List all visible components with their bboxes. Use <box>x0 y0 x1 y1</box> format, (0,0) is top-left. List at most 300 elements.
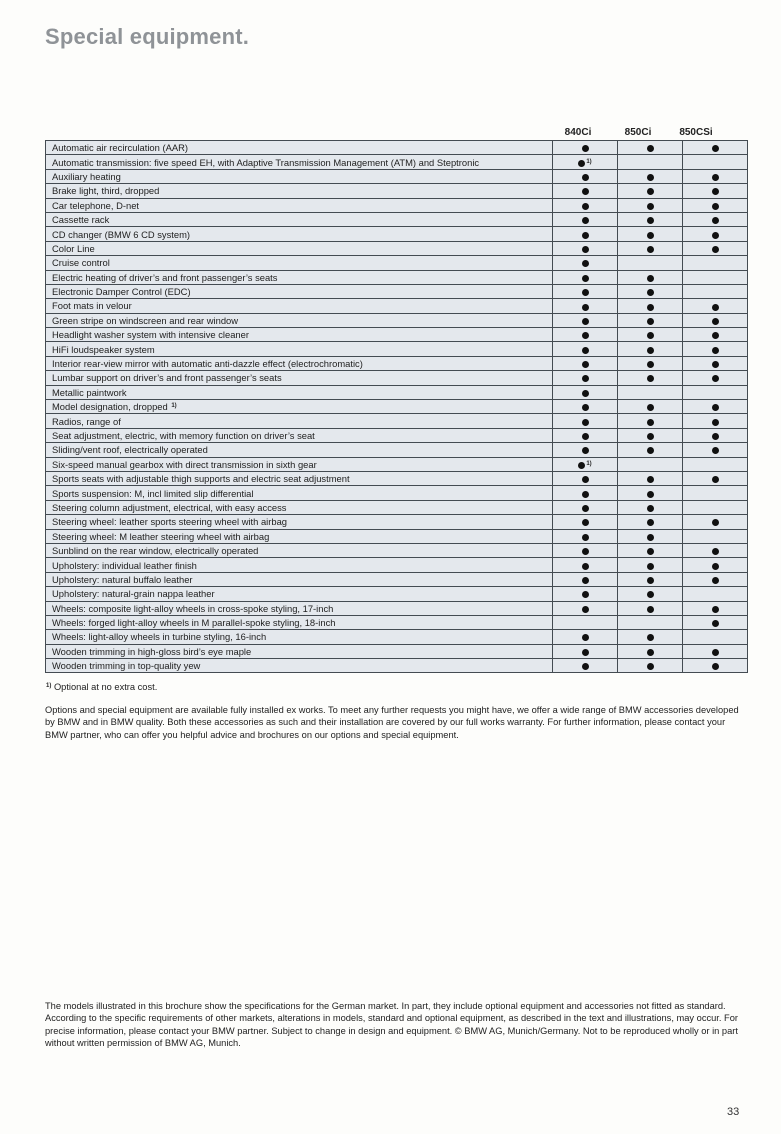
availability-cell-840ci <box>553 400 618 414</box>
availability-cell-850csi <box>683 529 748 543</box>
column-header-850csi: 850CSi <box>679 127 713 138</box>
availability-dot-icon <box>647 548 654 555</box>
availability-cell-840ci <box>553 328 618 342</box>
equipment-name <box>46 400 553 414</box>
table-row <box>46 529 748 543</box>
availability-dot-icon <box>647 634 654 641</box>
availability-cell-840ci <box>553 529 618 543</box>
table-row <box>46 155 748 169</box>
availability-dot-icon <box>582 217 589 224</box>
availability-dot-icon <box>712 246 719 253</box>
availability-dot-icon <box>647 246 654 253</box>
availability-cell-840ci <box>553 543 618 557</box>
availability-dot-icon <box>647 375 654 382</box>
availability-dot-icon <box>582 563 589 570</box>
availability-dot-icon <box>712 447 719 454</box>
availability-cell-840ci <box>553 385 618 399</box>
availability-dot-icon <box>582 145 589 152</box>
availability-dot-icon <box>647 188 654 195</box>
availability-cell-850csi <box>683 558 748 572</box>
availability-cell-840ci <box>553 486 618 500</box>
availability-dot-icon <box>647 491 654 498</box>
availability-cell-850csi <box>683 198 748 212</box>
table-row <box>46 328 748 342</box>
availability-cell-850ci <box>618 169 683 183</box>
equipment-name <box>46 356 553 370</box>
availability-cell-850csi <box>683 659 748 673</box>
availability-dot-icon <box>582 332 589 339</box>
availability-cell-850csi <box>683 328 748 342</box>
availability-cell-840ci <box>553 270 618 284</box>
availability-cell-850csi <box>683 371 748 385</box>
column-headers <box>548 127 743 141</box>
availability-cell-850ci <box>618 155 683 169</box>
availability-cell-840ci <box>553 169 618 183</box>
equipment-label: Foot mats in velour <box>52 300 132 312</box>
table-row <box>46 471 748 485</box>
availability-cell-850ci <box>618 342 683 356</box>
page-number: 33 <box>727 1106 740 1118</box>
availability-dot-icon <box>582 375 589 382</box>
table-row <box>46 400 748 414</box>
availability-cell-840ci <box>553 284 618 298</box>
availability-cell-840ci <box>553 471 618 485</box>
availability-cell-850ci <box>618 284 683 298</box>
availability-dot-icon <box>712 332 719 339</box>
availability-cell-850csi <box>683 241 748 255</box>
availability-dot-icon <box>712 347 719 354</box>
equipment-label: Upholstery: individual leather finish <box>52 559 197 571</box>
availability-dot-icon <box>582 390 589 397</box>
table-row <box>46 198 748 212</box>
table-row <box>46 558 748 572</box>
availability-dot-icon <box>582 361 589 368</box>
equipment-label: Headlight washer system with intensive cleaner <box>52 329 249 341</box>
availability-dot-icon <box>582 260 589 267</box>
availability-dot-icon <box>582 419 589 426</box>
equipment-label: Brake light, third, dropped <box>52 185 160 197</box>
footnote-ref: 1) <box>171 403 177 410</box>
table-row <box>46 371 748 385</box>
column-header-850ci: 850Ci <box>624 127 652 138</box>
equipment-name <box>46 198 553 212</box>
availability-cell-850ci <box>618 371 683 385</box>
availability-cell-840ci <box>553 601 618 615</box>
availability-dot-icon <box>647 606 654 613</box>
equipment-name <box>46 141 553 155</box>
availability-cell-850csi <box>683 572 748 586</box>
availability-dot-icon <box>712 203 719 210</box>
table-row <box>46 630 748 644</box>
availability-cell-850ci <box>618 313 683 327</box>
equipment-label: Wheels: light-alloy wheels in turbine styling, 16-inch <box>52 631 267 643</box>
availability-dot-icon <box>582 347 589 354</box>
availability-cell-850csi <box>683 471 748 485</box>
availability-cell-840ci <box>553 241 618 255</box>
page-title: Special equipment. <box>45 24 250 49</box>
availability-dot-icon <box>578 462 585 469</box>
availability-cell-850csi <box>683 342 748 356</box>
availability-dot-icon <box>712 419 719 426</box>
availability-cell-840ci <box>553 356 618 370</box>
availability-cell-850ci <box>618 572 683 586</box>
legal-notice: The models illustrated in this brochure show the specifications for the German market. In part, they include optional equipment and accessories not fitted as standard. According to the specific requirements of other markets, alterations in models, standard and optional equipment, as described in the text and illustrations, may occur. For precise information, please contact your BMW partner. Subject to change in design and equipment. © BMW AG, Munich/Germany. Not to be reproduced wholly or in part without written permission of BMW AG, Munich. <box>45 1001 738 1048</box>
availability-cell-850ci <box>618 385 683 399</box>
availability-dot-icon <box>582 534 589 541</box>
availability-dot-icon <box>582 188 589 195</box>
table-row <box>46 184 748 198</box>
availability-cell-850ci <box>618 471 683 485</box>
availability-dot-icon <box>712 361 719 368</box>
availability-cell-840ci <box>553 342 618 356</box>
availability-cell-850csi <box>683 400 748 414</box>
availability-dot-icon <box>582 476 589 483</box>
table-row <box>46 270 748 284</box>
availability-cell-850csi <box>683 299 748 313</box>
equipment-name <box>46 155 553 169</box>
equipment-name <box>46 601 553 615</box>
equipment-name <box>46 256 553 270</box>
equipment-label: Wheels: forged light-alloy wheels in M parallel-spoke styling, 18-inch <box>52 617 336 629</box>
availability-dot-icon <box>647 433 654 440</box>
equipment-label: Cruise control <box>52 257 110 269</box>
equipment-name <box>46 500 553 514</box>
equipment-name <box>46 313 553 327</box>
equipment-label: Metallic paintwork <box>52 386 127 398</box>
equipment-label: Cassette rack <box>52 214 110 226</box>
availability-cell-850csi <box>683 443 748 457</box>
availability-cell-840ci <box>553 212 618 226</box>
equipment-name <box>46 515 553 529</box>
equipment-name <box>46 659 553 673</box>
table-row <box>46 385 748 399</box>
availability-cell-850csi <box>683 270 748 284</box>
table-row <box>46 313 748 327</box>
availability-dot-icon <box>712 217 719 224</box>
availability-cell-840ci <box>553 659 618 673</box>
equipment-name <box>46 457 553 471</box>
availability-cell-850ci <box>618 184 683 198</box>
equipment-name <box>46 428 553 442</box>
availability-cell-850ci <box>618 601 683 615</box>
availability-cell-850csi <box>683 428 748 442</box>
availability-dot-icon <box>582 577 589 584</box>
availability-dot-icon <box>582 505 589 512</box>
availability-dot-icon <box>647 145 654 152</box>
availability-cell-850ci <box>618 400 683 414</box>
equipment-label: Green stripe on windscreen and rear window <box>52 314 239 326</box>
availability-dot-icon <box>582 519 589 526</box>
availability-cell-850ci <box>618 241 683 255</box>
availability-dot-icon <box>647 649 654 656</box>
availability-cell-840ci <box>553 572 618 586</box>
availability-dot-icon <box>647 174 654 181</box>
table-row <box>46 659 748 673</box>
availability-cell-850ci <box>618 457 683 471</box>
availability-dot-icon <box>582 304 589 311</box>
equipment-name <box>46 486 553 500</box>
table-row <box>46 356 748 370</box>
availability-dot-icon <box>647 304 654 311</box>
availability-cell-850ci <box>618 615 683 629</box>
availability-cell-850csi <box>683 356 748 370</box>
availability-cell-840ci <box>553 313 618 327</box>
availability-cell-850ci <box>618 659 683 673</box>
table-row <box>46 169 748 183</box>
availability-dot-icon <box>647 563 654 570</box>
availability-dot-icon <box>582 649 589 656</box>
availability-cell-840ci <box>553 515 618 529</box>
availability-dot-icon <box>647 232 654 239</box>
availability-dot-icon <box>647 591 654 598</box>
table-row <box>46 500 748 514</box>
availability-dot-icon <box>647 318 654 325</box>
equipment-name <box>46 227 553 241</box>
equipment-name <box>46 587 553 601</box>
table-row <box>46 615 748 629</box>
equipment-label: HiFi loudspeaker system <box>52 343 155 355</box>
equipment-label: CD changer (BMW 6 CD system) <box>52 228 191 240</box>
availability-cell-850ci <box>618 500 683 514</box>
availability-cell-840ci <box>553 443 618 457</box>
table-row <box>46 342 748 356</box>
availability-dot-icon <box>712 548 719 555</box>
availability-cell-850csi <box>683 155 748 169</box>
availability-dot-icon <box>712 519 719 526</box>
equipment-label: Wooden trimming in top-quality yew <box>52 660 201 672</box>
table-row <box>46 414 748 428</box>
availability-cell-850csi <box>683 141 748 155</box>
availability-cell-840ci <box>553 644 618 658</box>
availability-dot-icon <box>647 476 654 483</box>
availability-cell-850ci <box>618 227 683 241</box>
availability-cell-850csi <box>683 515 748 529</box>
availability-dot-icon <box>582 289 589 296</box>
availability-dot-icon <box>712 663 719 670</box>
table-row <box>46 141 748 155</box>
table-row <box>46 587 748 601</box>
availability-cell-850ci <box>618 212 683 226</box>
availability-dot-icon <box>712 174 719 181</box>
equipment-label: Sports suspension: M, incl limited slip differential <box>52 487 254 499</box>
availability-cell-850ci <box>618 630 683 644</box>
availability-cell-840ci <box>553 428 618 442</box>
availability-cell-840ci <box>553 457 618 471</box>
table-row <box>46 241 748 255</box>
footnote-marker: 1) <box>46 683 52 689</box>
availability-cell-850csi <box>683 601 748 615</box>
availability-cell-840ci <box>553 587 618 601</box>
availability-dot-icon <box>647 505 654 512</box>
availability-dot-icon <box>647 419 654 426</box>
availability-dot-icon <box>582 663 589 670</box>
availability-cell-850ci <box>618 198 683 212</box>
equipment-label: Lumbar support on driver’s and front passenger’s seats <box>52 372 282 384</box>
availability-dot-icon <box>582 203 589 210</box>
equipment-label: Electric heating of driver’s and front passenger’s seats <box>52 271 278 283</box>
availability-cell-850csi <box>683 256 748 270</box>
equipment-name <box>46 184 553 198</box>
availability-cell-850csi <box>683 385 748 399</box>
table-row <box>46 543 748 557</box>
footnote-ref: 1) <box>586 158 592 165</box>
equipment-label: Seat adjustment, electric, with memory function on driver’s seat <box>52 430 315 441</box>
availability-cell-850ci <box>618 529 683 543</box>
equipment-label: Model designation, dropped <box>52 401 168 413</box>
availability-dot-icon <box>582 174 589 181</box>
table-row <box>46 601 748 615</box>
availability-cell-840ci <box>553 155 618 169</box>
availability-dot-icon <box>647 217 654 224</box>
table-row <box>46 457 748 471</box>
equipment-label: Wooden trimming in high-gloss bird’s eye maple <box>52 645 252 657</box>
availability-dot-icon <box>647 347 654 354</box>
equipment-name <box>46 328 553 342</box>
availability-cell-850csi <box>683 587 748 601</box>
availability-cell-850ci <box>618 644 683 658</box>
availability-dot-icon <box>712 649 719 656</box>
column-header-840ci: 840Ci <box>564 127 592 138</box>
equipment-label: Sports seats with adjustable thigh supports and electric seat adjustment <box>52 473 350 485</box>
equipment-label: Wheels: composite light-alloy wheels in cross-spoke styling, 17-inch <box>52 602 334 614</box>
availability-cell-840ci <box>553 615 618 629</box>
equipment-label: Upholstery: natural buffalo leather <box>52 573 193 585</box>
availability-dot-icon <box>647 534 654 541</box>
availability-dot-icon <box>582 606 589 613</box>
availability-dot-icon <box>712 304 719 311</box>
availability-dot-icon <box>647 332 654 339</box>
availability-dot-icon <box>712 318 719 325</box>
availability-dot-icon <box>582 491 589 498</box>
availability-dot-icon <box>647 275 654 282</box>
equipment-label: Steering column adjustment, electrical, with easy access <box>52 501 287 513</box>
availability-cell-840ci <box>553 198 618 212</box>
availability-cell-850ci <box>618 515 683 529</box>
availability-dot-icon <box>712 188 719 195</box>
availability-dot-icon <box>647 203 654 210</box>
availability-cell-850csi <box>683 615 748 629</box>
availability-dot-icon <box>582 447 589 454</box>
table-row <box>46 212 748 226</box>
availability-cell-840ci <box>553 227 618 241</box>
availability-cell-840ci <box>553 256 618 270</box>
availability-cell-850csi <box>683 414 748 428</box>
availability-dot-icon <box>712 476 719 483</box>
footnote <box>45 682 157 692</box>
equipment-label: Interior rear-view mirror with automatic anti-dazzle effect (electrochromatic) <box>52 358 363 370</box>
availability-dot-icon <box>712 404 719 411</box>
availability-dot-icon <box>647 577 654 584</box>
equipment-label: Electronic Damper Control (EDC) <box>52 286 191 298</box>
availability-cell-850ci <box>618 587 683 601</box>
availability-cell-850csi <box>683 457 748 471</box>
availability-cell-850ci <box>618 141 683 155</box>
availability-dot-icon <box>582 548 589 555</box>
availability-dot-icon <box>582 433 589 440</box>
availability-cell-850ci <box>618 443 683 457</box>
table-row <box>46 443 748 457</box>
availability-dot-icon <box>582 246 589 253</box>
equipment-label: Radios, range of <box>52 415 121 427</box>
availability-cell-850ci <box>618 299 683 313</box>
equipment-name <box>46 385 553 399</box>
availability-cell-850ci <box>618 414 683 428</box>
availability-dot-icon <box>712 606 719 613</box>
equipment-name <box>46 572 553 586</box>
availability-dot-icon <box>582 232 589 239</box>
equipment-name <box>46 443 553 457</box>
equipment-name <box>46 212 553 226</box>
equipment-name <box>46 644 553 658</box>
availability-cell-840ci <box>553 371 618 385</box>
table-row <box>46 572 748 586</box>
table-row <box>46 284 748 298</box>
availability-cell-840ci <box>553 141 618 155</box>
availability-cell-850ci <box>618 428 683 442</box>
availability-dot-icon <box>582 318 589 325</box>
equipment-name <box>46 270 553 284</box>
footnote-text: Optional at no extra cost. <box>53 682 158 692</box>
equipment-name <box>46 284 553 298</box>
availability-dot-icon <box>582 404 589 411</box>
equipment-name <box>46 169 553 183</box>
availability-cell-840ci <box>553 500 618 514</box>
availability-cell-850csi <box>683 227 748 241</box>
availability-dot-icon <box>712 620 719 627</box>
availability-cell-840ci <box>553 558 618 572</box>
availability-cell-850csi <box>683 169 748 183</box>
table-row <box>46 486 748 500</box>
equipment-name <box>46 342 553 356</box>
table-row <box>46 515 748 529</box>
availability-cell-850csi <box>683 486 748 500</box>
equipment-label: Car telephone, D-net <box>52 199 140 211</box>
equipment-name <box>46 615 553 629</box>
availability-cell-840ci <box>553 184 618 198</box>
equipment-label: Sliding/vent roof, electrically operated <box>52 444 208 456</box>
availability-dot-icon <box>712 232 719 239</box>
equipment-table <box>45 140 748 673</box>
equipment-name <box>46 529 553 543</box>
equipment-label: Six-speed manual gearbox with direct transmission in sixth gear <box>52 458 317 470</box>
footnote-ref: 1) <box>586 460 592 467</box>
table-row <box>46 299 748 313</box>
availability-cell-850csi <box>683 644 748 658</box>
availability-cell-850ci <box>618 558 683 572</box>
availability-cell-850csi <box>683 630 748 644</box>
equipment-label: Upholstery: natural-grain nappa leather <box>52 588 215 600</box>
availability-cell-850csi <box>683 500 748 514</box>
equipment-name <box>46 299 553 313</box>
equipment-name <box>46 371 553 385</box>
availability-dot-icon <box>647 289 654 296</box>
equipment-label: Automatic transmission: five speed EH, with Adaptive Transmission Management (ATM) and Steptronic <box>52 156 480 168</box>
equipment-label: Auxiliary heating <box>52 170 121 182</box>
equipment-name <box>46 471 553 485</box>
equipment-label: Steering wheel: M leather steering wheel with airbag <box>52 530 270 542</box>
table-row <box>46 644 748 658</box>
equipment-label: Sunblind on the rear window, electrically operated <box>52 545 259 557</box>
availability-dot-icon <box>712 577 719 584</box>
equipment-name <box>46 630 553 644</box>
availability-dot-icon <box>712 433 719 440</box>
availability-cell-840ci <box>553 630 618 644</box>
equipment-label: Automatic air recirculation (AAR) <box>52 142 188 154</box>
availability-cell-850ci <box>618 356 683 370</box>
equipment-name <box>46 414 553 428</box>
availability-dot-icon <box>647 404 654 411</box>
availability-dot-icon <box>712 563 719 570</box>
